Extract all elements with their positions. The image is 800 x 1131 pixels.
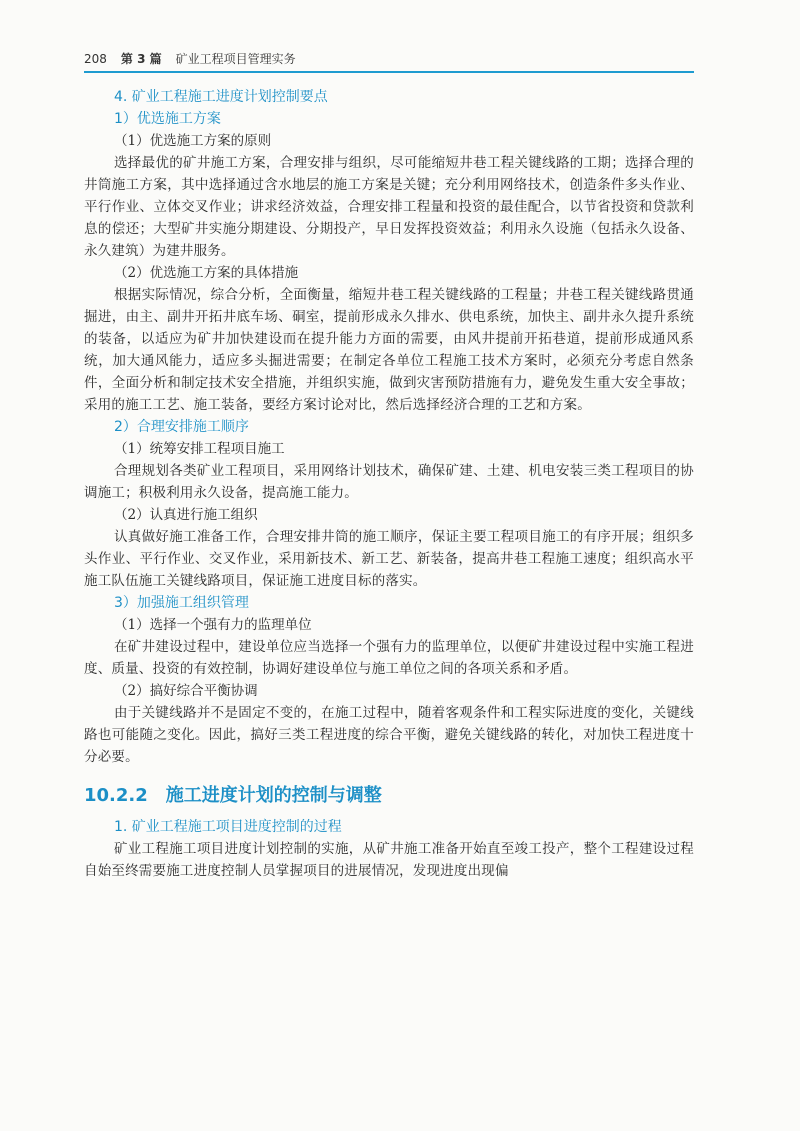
item-heading: （1）统筹安排工程项目施工 (114, 441, 285, 457)
part-label: 第 3 篇 (120, 52, 162, 66)
topic-heading: 2）合理安排施工顺序 (114, 419, 249, 435)
content-blocks-2 (84, 816, 694, 882)
paragraph: 认真做好施工准备工作，合理安排井筒的施工顺序，保证主要工程项目施工的有序开展；组织多头作业、平行作业、交叉作业，采用新技术、新工艺、新装备，提高井巷工程施工速度；组织高水平施工队伍施工关键线路项目，保证施工进度目标的落实。 (84, 529, 694, 589)
item-heading: （1）选择一个强有力的监理单位 (114, 617, 312, 633)
paragraph: 选择最优的矿井施工方案，合理安排与组织，尽可能缩短井巷工程关键线路的工期；选择合理的井筒施工方案，其中选择通过含水地层的施工方案是关键；充分利用网络技术，创造条件多头作业、平行作业、立体交叉作业；讲求经济效益，合理安排工程量和投资的最佳配合，以节省投资和贷款利息的偿还；大型矿井实施分期建设、分期投产，早日发挥投资效益；利用永久设施（包括永久设备、永久建筑）为建井服务。 (84, 155, 694, 259)
page-body (84, 86, 694, 882)
paragraph: 矿业工程施工项目进度计划控制的实施，从矿井施工准备开始直至竣工投产，整个工程建设过程自始至终需要施工进度控制人员掌握项目的进展情况，发现进度出现偏 (84, 841, 694, 879)
running-header (84, 50, 694, 67)
section-title: 施工进度计划的控制与调整 (165, 785, 382, 806)
book-title: 矿业工程项目管理实务 (175, 52, 296, 66)
item-heading: （2）认真进行施工组织 (114, 507, 258, 523)
topic-heading: 3）加强施工组织管理 (114, 595, 249, 611)
page-number: 208 (84, 51, 107, 66)
section-heading (84, 784, 694, 808)
subsection-heading: 1. 矿业工程施工项目进度控制的过程 (114, 819, 342, 835)
item-heading: （1）优选施工方案的原则 (114, 133, 272, 149)
subsection-heading: 4. 矿业工程施工进度计划控制要点 (114, 89, 328, 105)
paragraph: 合理规划各类矿业工程项目，采用网络计划技术，确保矿建、土建、机电安装三类工程项目的协调施工；积极利用永久设备，提高施工能力。 (84, 463, 694, 501)
header-rule (84, 71, 694, 73)
section-number: 10.2.2 (84, 785, 148, 806)
item-heading: （2）搞好综合平衡协调 (114, 683, 258, 699)
content-blocks (84, 86, 694, 768)
paragraph: 在矿井建设过程中，建设单位应当选择一个强有力的监理单位，以便矿井建设过程中实施工程进度、质量、投资的有效控制，协调好建设单位与施工单位之间的各项关系和矛盾。 (84, 639, 694, 677)
paragraph: 根据实际情况，综合分析，全面衡量，缩短井巷工程关键线路的工程量；井巷工程关键线路贯通掘进，由主、副井开拓井底车场、硐室，提前形成永久排水、供电系统，加快主、副井永久提升系统的装备，以适应为矿井加快建设而在提升能力方面的需要，由风井提前开拓巷道，提前形成通风系统，加大通风能力，适应多头掘进需要；在制定各单位工程施工技术方案时，必须充分考虑自然条件，全面分析和制定技术安全措施，并组织实施，做到灾害预防措施有力，避免发生重大安全事故；采用的施工工艺、施工装备，要经方案讨论对比，然后选择经济合理的工艺和方案。 (84, 287, 694, 413)
topic-heading: 1）优选施工方案 (114, 111, 221, 127)
item-heading: （2）优选施工方案的具体措施 (114, 265, 299, 281)
paragraph: 由于关键线路并不是固定不变的，在施工过程中，随着客观条件和工程实际进度的变化，关键线路也可能随之变化。因此，搞好三类工程进度的综合平衡，避免关键线路的转化，对加快工程进度十分必要。 (84, 705, 694, 765)
